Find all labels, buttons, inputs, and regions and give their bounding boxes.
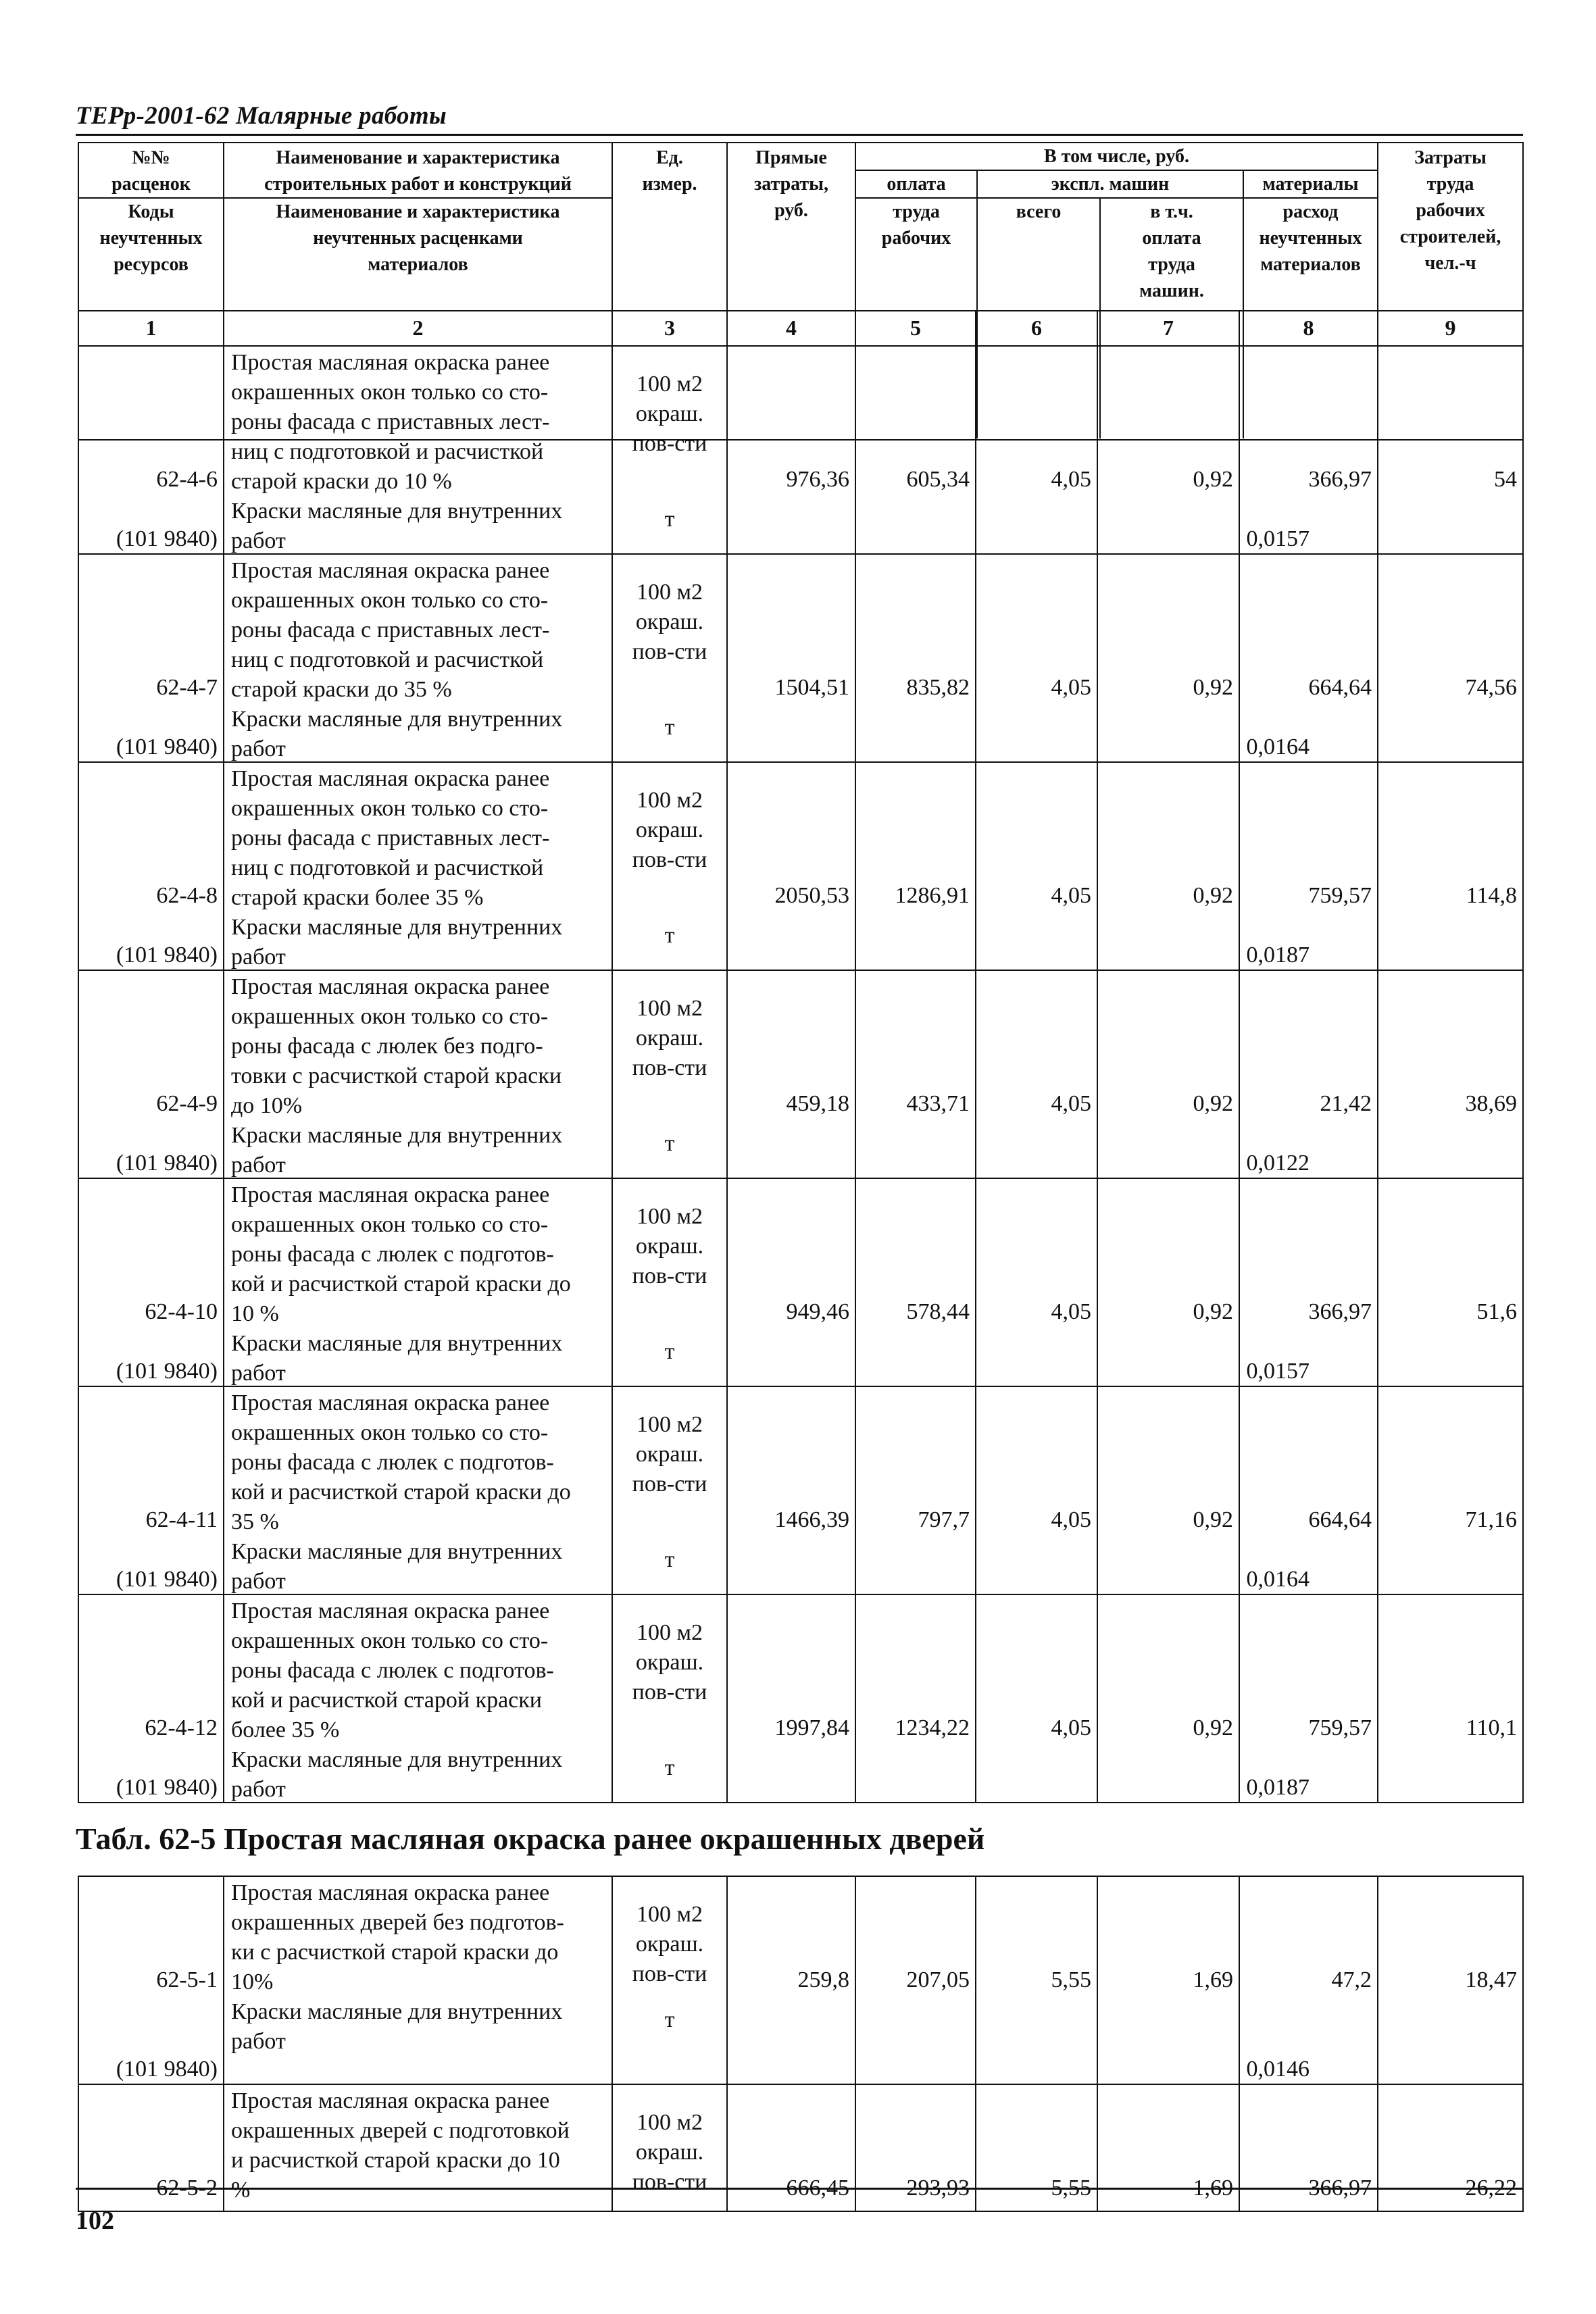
work-description (231, 348, 607, 554)
column-number: 2 (224, 311, 612, 346)
description-line: Простая масляная окраска ранее (231, 1599, 550, 1624)
description-line: до 10% (231, 1093, 303, 1118)
machines-total: 4,05 (1051, 1299, 1091, 1324)
work-description (231, 556, 607, 762)
material-unit: т (664, 923, 675, 948)
description-line: Краски масляные для внутренних (231, 1747, 563, 1772)
unit-of-measure (613, 370, 726, 459)
table-row (78, 762, 1523, 970)
table-row (78, 1876, 1523, 2084)
table-row (78, 1386, 1523, 1594)
unit-line: 100 м2 (636, 996, 703, 1021)
labor-pay: 578,44 (906, 1299, 970, 1324)
table-row (78, 1178, 1523, 1386)
materials-cost: 664,64 (1308, 675, 1372, 700)
description-line: работ (231, 2029, 286, 2054)
labor-hours: 38,69 (1465, 1091, 1517, 1116)
header-text: №№ (132, 147, 170, 168)
machines-total: 5,55 (1051, 2175, 1091, 2200)
description-line: более 35 % (231, 1717, 340, 1742)
table-row (78, 970, 1523, 1178)
table-row (78, 1594, 1523, 1803)
description-line: Простая масляная окраска ранее (231, 1390, 550, 1415)
column-number: 6 (976, 311, 1097, 346)
header-text: руб. (774, 200, 808, 221)
description-line: ниц с подготовкой и расчисткой (231, 647, 544, 672)
material-consumption: 0,0157 (1246, 1359, 1310, 1384)
description-line: и расчисткой старой краски до 10 (231, 2148, 560, 2173)
material-unit: т (664, 2007, 675, 2032)
rates-table (78, 345, 1524, 1803)
labor-pay: 207,05 (906, 1967, 970, 1992)
header-text: Ед. (656, 147, 683, 168)
description-line: работ (231, 1153, 286, 1178)
unit-line: пов-сти (632, 1055, 707, 1080)
description-line: Краски масляные для внутренних (231, 499, 563, 524)
labor-pay: 1234,22 (895, 1715, 970, 1740)
header-text: Коды (128, 201, 174, 222)
machines-labor-pay: 1,69 (1193, 2175, 1233, 2200)
description-line: роны фасада с люлек с подготов- (231, 1450, 554, 1475)
materials-cost: 366,97 (1308, 1299, 1372, 1324)
unit-of-measure (613, 2108, 726, 2197)
unit-of-measure (613, 578, 726, 667)
unit-line: окраш. (635, 401, 704, 426)
description-line: ниц с подготовкой и расчисткой (231, 439, 544, 464)
unit-line: окраш. (635, 1026, 704, 1051)
description-line: ниц с подготовкой и расчисткой (231, 855, 544, 880)
materials-cost: 759,57 (1308, 1715, 1372, 1740)
material-consumption: 0,0164 (1246, 1567, 1310, 1592)
description-line: окрашенных дверей без подготов- (231, 1910, 564, 1935)
labor-hours: 18,47 (1465, 1967, 1517, 1992)
description-line: Краски масляные для внутренних (231, 1331, 563, 1356)
unit-line: пов-сти (632, 1680, 707, 1705)
header-text: неучтенных (99, 228, 203, 249)
materials-cost: 366,97 (1308, 467, 1372, 492)
materials-cost: 366,97 (1308, 2175, 1372, 2200)
machines-labor-pay: 0,92 (1193, 467, 1233, 492)
description-line: кой и расчисткой старой краски до (231, 1480, 571, 1505)
description-line: роны фасада с приставных лест- (231, 618, 550, 643)
unit-line: окраш. (635, 1650, 704, 1675)
description-line: старой краски до 35 % (231, 677, 452, 702)
description-line: ки с расчисткой старой краски до (231, 1940, 559, 1965)
labor-hours: 74,56 (1465, 675, 1517, 700)
header-text: расценок (111, 174, 191, 195)
material-unit: т (664, 715, 675, 740)
description-line: Простая масляная окраска ранее (231, 350, 550, 375)
labor-hours: 26,22 (1465, 2175, 1517, 2200)
description-line: роны фасада с люлек без подго- (231, 1034, 543, 1059)
description-line: старой краски более 35 % (231, 885, 484, 910)
machines-labor-pay: 0,92 (1193, 675, 1233, 700)
header-text: Наименование и характеристика (276, 147, 560, 168)
labor-pay: 1286,91 (895, 883, 970, 908)
labor-hours: 114,8 (1466, 883, 1517, 908)
unit-line: 100 м2 (636, 1204, 703, 1229)
machines-labor-pay: 0,92 (1193, 1299, 1233, 1324)
description-line: работ (231, 1361, 286, 1386)
column-number: 7 (1097, 311, 1239, 346)
unit-of-measure (613, 1410, 726, 1499)
rate-code: 62-4-9 (156, 1091, 218, 1116)
resource-code: (101 9840) (116, 1775, 218, 1800)
unit-line: окраш. (635, 1234, 704, 1259)
description-line: роны фасада с приставных лест- (231, 409, 550, 434)
rates-table-doors (78, 1876, 1524, 2212)
machines-total: 5,55 (1051, 1967, 1091, 1992)
header-text: В том числе, руб. (856, 143, 1377, 171)
description-line: 35 % (231, 1509, 279, 1534)
machines-total: 4,05 (1051, 1091, 1091, 1116)
direct-costs: 1997,84 (774, 1715, 849, 1740)
material-unit: т (664, 1547, 675, 1572)
header-text: ресурсов (114, 254, 189, 275)
footer-rule (76, 2188, 1523, 2190)
labor-hours: 110,1 (1466, 1715, 1517, 1740)
description-line: окрашенных окон только со сто- (231, 1628, 549, 1653)
description-line: Краски масляные для внутренних (231, 1123, 563, 1148)
description-line: кой и расчисткой старой краски (231, 1688, 542, 1713)
column-number: 5 (855, 311, 976, 346)
rate-code: 62-4-8 (156, 883, 218, 908)
material-unit: т (664, 1339, 675, 1364)
machines-total: 4,05 (1051, 1715, 1091, 1740)
description-line: Краски масляные для внутренних (231, 1539, 563, 1564)
resource-code: (101 9840) (116, 1151, 218, 1176)
resource-code: (101 9840) (116, 1567, 218, 1592)
header-labor-hours-column: Затраты труда рабочих строителей, чел.-ч (1378, 143, 1523, 440)
table-row (78, 2084, 1523, 2211)
machines-labor-pay: 0,92 (1193, 1091, 1233, 1116)
materials-cost: 21,42 (1320, 1091, 1372, 1116)
unit-line: 100 м2 (636, 580, 703, 605)
description-line: старой краски до 10 % (231, 469, 452, 494)
materials-cost: 664,64 (1308, 1507, 1372, 1532)
description-line: Простая масляная окраска ранее (231, 558, 550, 583)
material-unit: т (664, 507, 675, 532)
description-line: % (231, 2178, 251, 2203)
unit-line: окраш. (635, 609, 704, 634)
description-line: роны фасада с люлек с подготов- (231, 1658, 554, 1683)
work-description (231, 1180, 607, 1386)
rate-code: 62-5-2 (156, 2175, 218, 2200)
machines-labor-pay: 0,92 (1193, 883, 1233, 908)
rate-code: 62-4-7 (156, 675, 218, 700)
direct-costs: 1504,51 (774, 675, 849, 700)
resource-code: (101 9840) (116, 942, 218, 967)
direct-costs: 976,36 (786, 467, 849, 492)
material-consumption: 0,0164 (1246, 734, 1310, 759)
machines-labor-pay: 0,92 (1193, 1507, 1233, 1532)
description-line: Простая масляная окраска ранее (231, 974, 550, 999)
description-line: Краски масляные для внутренних (231, 707, 563, 732)
description-line: 10% (231, 1969, 274, 1994)
materials-cost: 759,57 (1308, 883, 1372, 908)
header-text: Наименование и характеристика (276, 201, 560, 222)
header-materials: материалы расход неучтенных материалов (1244, 171, 1377, 438)
description-line: работ (231, 1777, 286, 1802)
header-text: измер. (642, 174, 697, 195)
resource-code: (101 9840) (116, 526, 218, 551)
description-line: работ (231, 945, 286, 970)
material-consumption: 0,0146 (1246, 2057, 1310, 2082)
page-number: 102 (76, 2207, 114, 2235)
description-line: Простая масляная окраска ранее (231, 1182, 550, 1207)
description-line: окрашенных окон только со сто- (231, 1004, 549, 1029)
header-machines: экспл. машин всего в т.ч. оплата труда машин. (978, 171, 1244, 438)
unit-line: окраш. (635, 1442, 704, 1467)
header-text: материалов (368, 254, 468, 275)
header-rule (76, 134, 1523, 136)
description-line: Краски масляные для внутренних (231, 915, 563, 940)
direct-costs: 1466,39 (774, 1507, 849, 1532)
unit-line: окраш. (635, 818, 704, 842)
unit-line: пов-сти (632, 847, 707, 872)
column-number: 3 (612, 311, 727, 346)
description-line: окрашенных окон только со сто- (231, 796, 549, 821)
work-description (231, 1388, 607, 1594)
unit-of-measure (613, 786, 726, 875)
section-title: Табл. 62-5 Простая масляная окраска ранее окрашенных дверей (76, 1821, 985, 1856)
header-text: затраты, (753, 174, 829, 195)
work-description (231, 764, 607, 970)
machines-labor-pay: 1,69 (1193, 1967, 1233, 1992)
material-unit: т (664, 1755, 675, 1780)
unit-line: пов-сти (632, 1263, 707, 1288)
description-line: работ (231, 1569, 286, 1594)
description-line: Простая масляная окраска ранее (231, 766, 550, 791)
header-text: строительных работ и конструкций (264, 174, 572, 195)
description-line: окрашенных окон только со сто- (231, 380, 549, 405)
description-line: товки с расчисткой старой краски (231, 1063, 562, 1088)
rate-code: 62-4-10 (145, 1299, 218, 1324)
description-line: Краски масляные для внутренних (231, 1999, 563, 2024)
work-description (231, 1596, 607, 1803)
description-line: Простая масляная окраска ранее (231, 1880, 550, 1905)
labor-hours: 51,6 (1476, 1299, 1517, 1324)
resource-code: (101 9840) (116, 734, 218, 759)
material-consumption: 0,0187 (1246, 1775, 1310, 1800)
machines-total: 4,05 (1051, 675, 1091, 700)
material-unit: т (664, 1131, 675, 1156)
unit-line: 100 м2 (636, 2110, 703, 2135)
rate-code: 62-4-6 (156, 467, 218, 492)
unit-line: 100 м2 (636, 1412, 703, 1437)
materials-cost: 47,2 (1331, 1967, 1372, 1992)
rate-code: 62-4-12 (145, 1715, 218, 1740)
material-consumption: 0,0122 (1246, 1151, 1310, 1176)
direct-costs: 666,45 (786, 2175, 849, 2200)
table-row (78, 554, 1523, 762)
unit-line: 100 м2 (636, 788, 703, 813)
unit-of-measure (613, 994, 726, 1083)
unit-line: окраш. (635, 1932, 704, 1957)
description-line: окрашенных окон только со сто- (231, 588, 549, 613)
unit-line: пов-сти (632, 639, 707, 664)
machines-total: 4,05 (1051, 467, 1091, 492)
description-line: окрашенных дверей с подготовкой (231, 2118, 570, 2143)
machines-total: 4,05 (1051, 1507, 1091, 1532)
description-line: роны фасада с приставных лест- (231, 826, 550, 851)
description-line: окрашенных окон только со сто- (231, 1420, 549, 1445)
description-line: окрашенных окон только со сто- (231, 1212, 549, 1237)
direct-costs: 259,8 (797, 1967, 849, 1992)
unit-line: пов-сти (632, 1961, 707, 1986)
labor-pay: 433,71 (906, 1091, 970, 1116)
labor-pay: 293,93 (906, 2175, 970, 2200)
running-header: ТЕРр-2001-62 Малярные работы (76, 102, 447, 130)
labor-hours: 71,16 (1465, 1507, 1517, 1532)
labor-pay: 797,7 (918, 1507, 970, 1532)
direct-costs: 2050,53 (774, 883, 849, 908)
column-number: 1 (78, 311, 224, 346)
description-line: работ (231, 736, 286, 761)
unit-line: пов-сти (632, 2169, 707, 2194)
description-line: роны фасада с люлек с подготов- (231, 1242, 554, 1267)
description-line: кой и расчисткой старой краски до (231, 1272, 571, 1297)
machines-total: 4,05 (1051, 883, 1091, 908)
work-description (231, 972, 607, 1178)
unit-line: пов-сти (632, 1472, 707, 1496)
column-number: 9 (1378, 311, 1523, 346)
rate-code: 62-5-1 (156, 1967, 218, 1992)
labor-hours: 54 (1494, 467, 1517, 492)
table-row (78, 346, 1523, 554)
column-numbers-row (78, 310, 1524, 347)
description-line: Простая масляная окраска ранее (231, 2088, 550, 2113)
labor-pay: 835,82 (906, 675, 970, 700)
unit-of-measure (613, 1900, 726, 1989)
column-number: 4 (727, 311, 855, 346)
header-labor-pay: оплата труда рабочих (856, 171, 978, 438)
direct-costs: 949,46 (786, 1299, 849, 1324)
description-line: 10 % (231, 1301, 279, 1326)
resource-code: (101 9840) (116, 1359, 218, 1384)
unit-of-measure (613, 1202, 726, 1291)
unit-line: 100 м2 (636, 372, 703, 397)
rate-code: 62-4-11 (145, 1507, 218, 1532)
material-consumption: 0,0187 (1246, 942, 1310, 967)
unit-line: 100 м2 (636, 1620, 703, 1645)
machines-labor-pay: 0,92 (1193, 1715, 1233, 1740)
header-text: неучтенных расценками (313, 228, 523, 249)
material-consumption: 0,0157 (1246, 526, 1310, 551)
labor-pay: 605,34 (906, 467, 970, 492)
direct-costs: 459,18 (786, 1091, 849, 1116)
unit-line: окраш. (635, 2140, 704, 2165)
unit-line: пов-сти (632, 431, 707, 456)
work-description (231, 1878, 607, 2057)
header-text: Прямые (755, 147, 827, 168)
unit-line: 100 м2 (636, 1902, 703, 1927)
header-machines-total: всего (978, 199, 1101, 438)
description-line: работ (231, 528, 286, 553)
column-number: 8 (1239, 311, 1378, 346)
unit-of-measure (613, 1618, 726, 1707)
resource-code: (101 9840) (116, 2057, 218, 2082)
